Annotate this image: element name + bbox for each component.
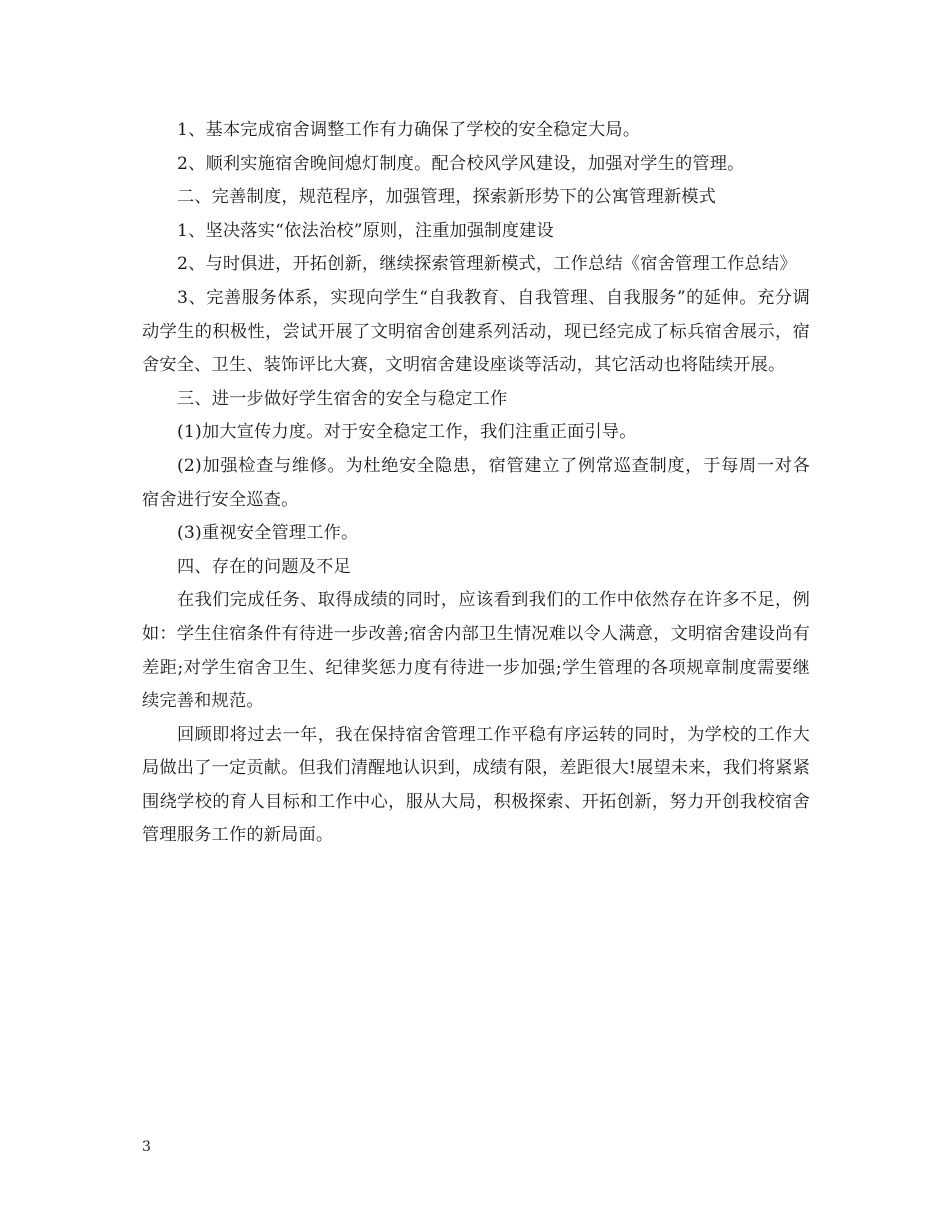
paragraph-3: 1、坚决落实“依法治校”原则，注重加强制度建设: [177, 220, 554, 241]
section-heading-4: 四、存在的问题及不足: [177, 556, 351, 577]
section-heading-2: 二、完善制度，规范程序，加强管理，探索新形势下的公寓管理新模式: [177, 187, 717, 208]
paragraph-10: 回顾即将过去一年，我在保持宿舍管理工作平稳有序运转的同时，为学校的工作大局做出了一定贡献。但我们清醒地认识到，成绩有限，差距很大!展望未来，我们将紧紧围绕学校的育人目标和工作中心，服从大局，积极探索、开拓创新，努力开创我校宿舍管理服务工作的新局面。: [142, 724, 810, 846]
paragraph-9: 在我们完成任务、取得成绩的同时，应该看到我们的工作中依然存在许多不足，例如：学生住宿条件有待进一步改善;宿舍内部卫生情况难以令人满意，文明宿舍建设尚有差距;对学生宿舍卫生、纪律奖惩力度有待进一步加强;学生管理的各项规章制度需要继续完善和规范。: [142, 590, 810, 712]
paragraph-1: 1、基本完成宿舍调整工作有力确保了学校的安全稳定大局。: [177, 120, 641, 140]
paragraph-4: 2、与时俱进，开拓创新，继续探索管理新模式，工作总结《宿舍管理工作总结》: [177, 254, 797, 275]
paragraph-5: 3、完善服务体系，实现向学生“自我教育、自我管理、自我服务”的延伸。充分调动学生的积极性，尝试开展了文明宿舍创建系列活动，现已经完成了标兵宿舍展示，宿舍安全、卫生、装饰评比大赛，文明宿舍建设座谈等活动，其它活动也将陆续开展。: [142, 287, 810, 376]
paragraph-7: (2)加强检查与维修。为杜绝安全隐患，宿管建立了例常巡查制度，于每周一对各宿舍进行安全巡查。: [142, 455, 810, 510]
paragraph-6: (1)加大宣传力度。对于安全稳定工作，我们注重正面引导。: [177, 422, 637, 443]
paragraph-8: (3)重视安全管理工作。: [177, 523, 359, 544]
document-body: [142, 114, 810, 853]
section-heading-3: 三、进一步做好学生宿舍的安全与稳定工作: [177, 388, 508, 409]
page-number: 3: [142, 1139, 151, 1155]
paragraph-2: 2、顺利实施宿舍晚间熄灯制度。配合校风学风建设，加强对学生的管理。: [177, 153, 745, 174]
